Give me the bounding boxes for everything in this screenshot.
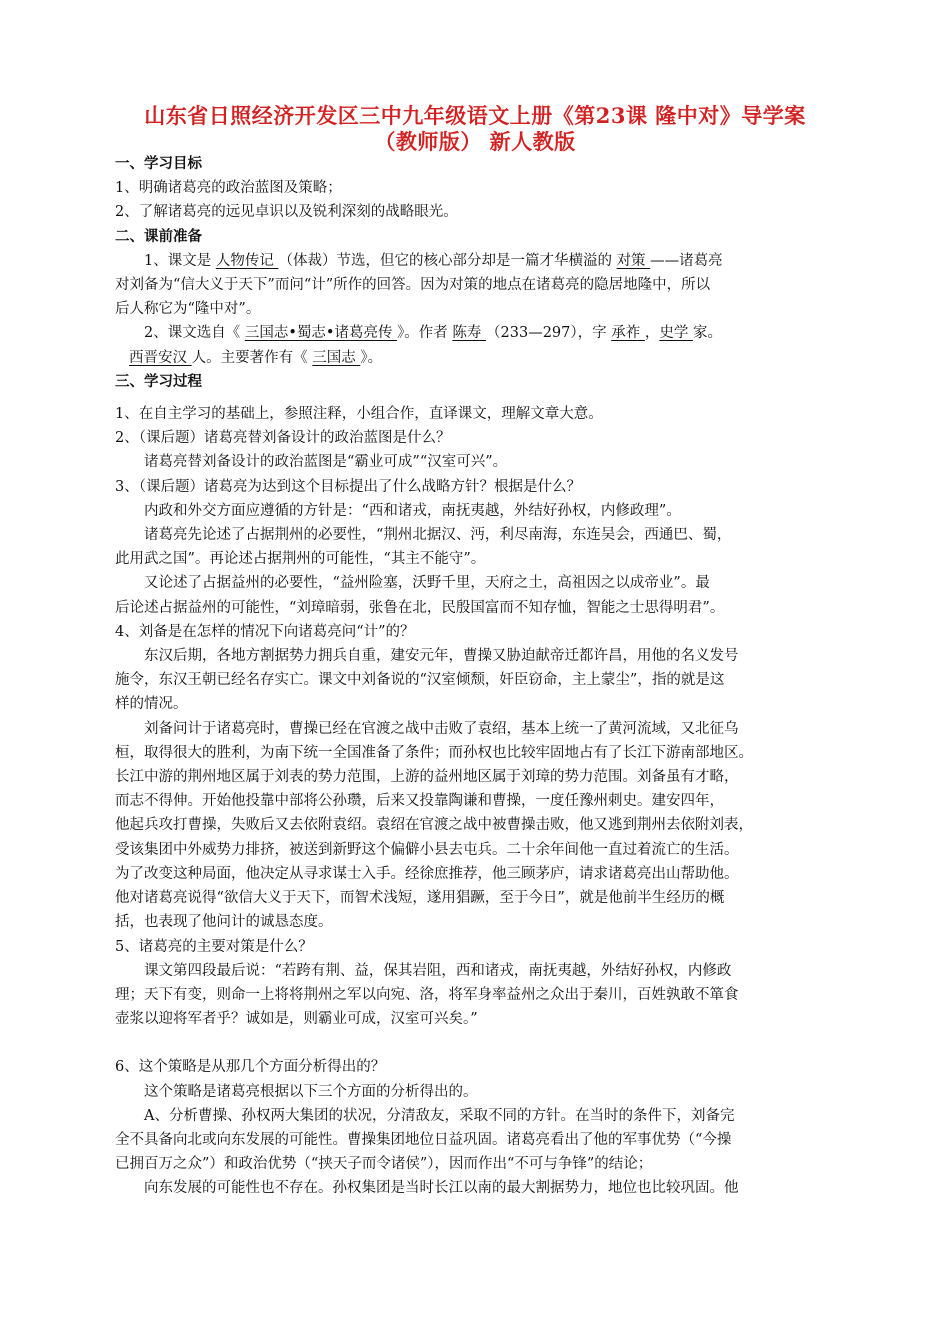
- process-line: 理；天下有变，则命一上将将荆州之军以向宛、洛，将军身率益州之众出于秦川，百姓孰敢不箪食: [115, 986, 739, 1003]
- fill-in-answer: 西晋安汉: [129, 349, 192, 366]
- process-line: 6、这个策略是从那几个方面分析得出的？: [115, 1059, 386, 1076]
- fill-in-answer: 陈寿: [452, 325, 487, 342]
- process-line: 受该集团中外威势力排挤，被送到新野这个偏僻小县去屯兵。二十余年间他一直过着流亡的生活。: [115, 841, 739, 858]
- fill-in-answer: 三国志•蜀志•诸葛亮传: [244, 325, 398, 342]
- process-line: 诸葛亮替刘备设计的政治蓝图是“霸业可成”“汉室可兴”。: [144, 454, 508, 471]
- prep-paragraph-1-line: 后人称它为“隆中对”。: [115, 301, 261, 318]
- document-body: [115, 152, 837, 1201]
- process-line: 东汉后期，各地方割据势力拥兵自重，建安元年，曹操又胁迫献帝迁都许昌，用他的名义发号: [144, 648, 739, 665]
- process-line: 为了改变这种局面，他决定从寻求谋士入手。经徐庶推荐，他三顾茅庐，请求诸葛亮出山帮助他。: [115, 865, 739, 882]
- document-title-line-1: 山东省日照经济开发区三中九年级语文上册《第23课 隆中对》导学案: [144, 103, 806, 128]
- process-line: 已拥百万之众”）和政治优势（“挟天子而令诸侯”），因而作出“不可与争锋”的结论；: [115, 1156, 653, 1173]
- process-line: 壶浆以迎将军者乎？诚如是，则霸业可成，汉室可兴矣。”: [115, 1011, 478, 1028]
- fill-in-answer: 承祚: [611, 325, 645, 342]
- process-line: 刘备问计于诸葛亮时，曹操已经在官渡之战中击败了袁绍，基本上统一了黄河流域，又北征乌: [144, 720, 739, 737]
- process-line: 括，也表现了他问计的诚恳态度。: [115, 914, 333, 931]
- text-run: （233—297），字: [486, 325, 612, 342]
- process-line: 此用武之国”。再论述占据荆州的可能性，“其主不能守”。: [115, 551, 486, 568]
- process-line: 而志不得伸。开始他投靠中部将公孙瓒，后来又投靠陶谦和曹操，一度任豫州刺史。建安四年，: [115, 793, 724, 810]
- text-run: 2、课文选自《: [144, 325, 245, 342]
- process-line: 课文第四段最后说：“若跨有荆、益，保其岩阻，西和诸戎，南抚夷越，外结好孙权，内修政: [144, 962, 732, 979]
- fill-in-answer: 史学: [659, 325, 693, 342]
- section-heading-process: 三、学习过程: [115, 373, 202, 390]
- process-line: 诸葛亮先论述了占据荆州的必要性，“荆州北据汉、沔，利尽南海，东连吴会，西通巴、蜀，: [144, 527, 732, 544]
- process-line: 长江中游的荆州地区属于刘表的势力范围，上游的益州地区属于刘璋的势力范围。刘备虽有才略，: [115, 769, 739, 786]
- process-line: 桓，取得很大的胜利，为南下统一全国准备了条件；而孙权也比较牢固地占有了长江下游南部地区。: [115, 744, 753, 761]
- process-line: 全不具备向北或向东发展的可能性。曹操集团地位日益巩固。诸葛亮看出了他的军事优势（“今操: [115, 1131, 732, 1148]
- process-line: 5、诸葛亮的主要对策是什么？: [115, 938, 313, 955]
- text-run: 人。主要著作有《: [191, 349, 313, 366]
- text-run: ，: [644, 325, 660, 342]
- document-title-line-2: （教师版） 新人教版: [374, 129, 576, 154]
- text-run: 1、课文是: [144, 252, 216, 269]
- prep-paragraph-2-line: [115, 346, 837, 370]
- process-line: 样的情况。: [115, 696, 188, 713]
- text-run: （体裁）节选，但它的核心部分却是一篇才华横溢的: [278, 252, 617, 269]
- process-line: 施令，东汉王朝已经名存实亡。课文中刘备说的“汉室倾颓，奸臣窃命，主上蒙尘”，指的就是这: [115, 672, 725, 689]
- process-line: 他对诸葛亮说得“欲信大义于天下，而智术浅短，遂用猖蹶，至于今日”，就是他前半生经历的概: [115, 890, 725, 907]
- fill-in-answer: 三国志: [312, 349, 361, 366]
- spacer: [115, 1031, 837, 1055]
- goal-item: 2、了解诸葛亮的远见卓识以及锐利深刻的战略眼光。: [115, 204, 458, 221]
- goal-item: 1、明确诸葛亮的政治蓝图及策略；: [115, 180, 342, 197]
- process-line: 内政和外交方面应遵循的方针是：“西和诸戎，南抚夷越，外结好孙权，内修政理”。: [144, 502, 681, 519]
- text-run: 》。作者: [397, 325, 453, 342]
- section-heading-goals: 一、学习目标: [115, 156, 202, 172]
- spacer: [115, 394, 837, 402]
- text-run: 家。: [692, 325, 722, 342]
- process-line: 又论述了占据益州的必要性，“益州险塞，沃野千里，天府之土，高祖因之以成帝业”。最: [144, 575, 710, 592]
- process-line: 1、在自主学习的基础上，参照注释，小组合作，直译课文，理解文章大意。: [115, 406, 603, 423]
- prep-paragraph-2-line: [115, 321, 837, 345]
- fill-in-answer: 人物传记: [215, 252, 279, 269]
- process-line: 3、（课后题）诸葛亮为达到这个目标提出了什么战略方针？根据是什么？: [115, 478, 581, 495]
- process-line: 向东发展的可能性也不存在。孙权集团是当时长江以南的最大割据势力，地位也比较巩固。他: [144, 1180, 739, 1197]
- fill-in-answer: 对策: [616, 252, 651, 269]
- prep-paragraph-1-line: 对刘备为“信大义于天下”而问“计”所作的回答。因为对策的地点在诸葛亮的隐居地隆中，所以: [115, 277, 711, 294]
- text-run: 》。: [360, 349, 383, 366]
- process-line: 4、刘备是在怎样的情况下向诸葛亮问“计”的？: [115, 623, 415, 640]
- text-run: ——诸葛亮: [650, 252, 723, 269]
- process-line: 这个策略是诸葛亮根据以下三个方面的分析得出的。: [144, 1083, 478, 1100]
- prep-paragraph-1-line: [115, 249, 837, 273]
- section-heading-preparation: 二、课前准备: [115, 228, 202, 245]
- process-line: 2、（课后题）诸葛亮替刘备设计的政治蓝图是什么？: [115, 430, 451, 447]
- process-line: A、分析曹操、孙权两大集团的状况，分清敌友，采取不同的方针。在当时的条件下，刘备完: [144, 1107, 735, 1124]
- process-line: 后论述占据益州的可能性，“刘璋暗弱，张鲁在北，民殷国富而不知存恤，智能之士思得明君”。: [115, 599, 725, 616]
- process-line: 他起兵攻打曹操，失败后又去依附袁绍。袁绍在官渡之战中被曹操击败，他又逃到荆州去依附刘表，: [115, 817, 753, 834]
